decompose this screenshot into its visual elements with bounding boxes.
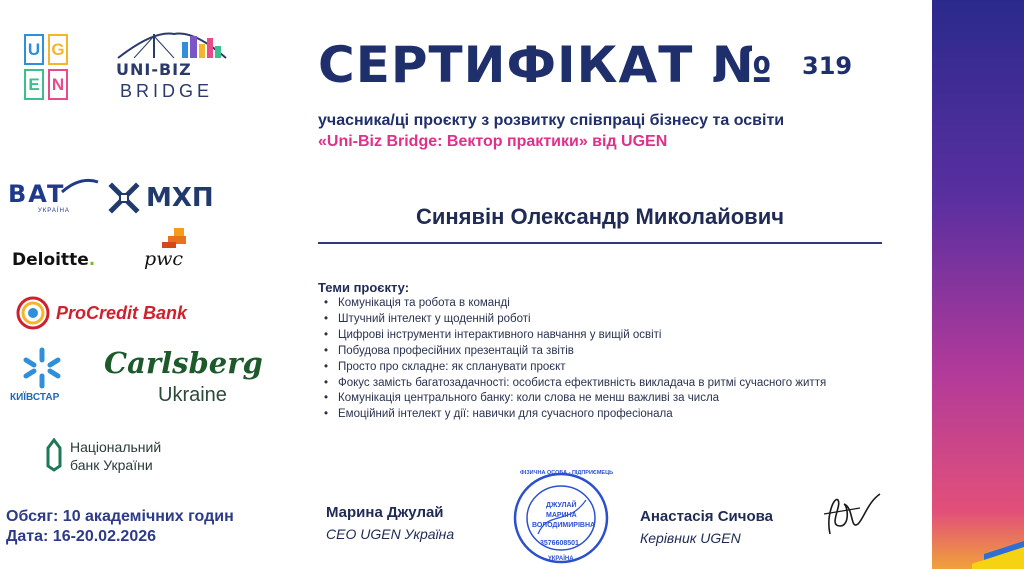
- topic-item: • Емоційний інтелект у дії: навички для сучасного професіонала: [318, 407, 826, 423]
- recipient-name: Синявін Олександр Миколайович: [415, 204, 785, 229]
- stamp-center-line1: ДЖУЛАЙ: [546, 502, 577, 509]
- nbu-logo-word: [70, 438, 161, 474]
- procredit-circle-icon: [16, 296, 50, 330]
- bat-swoosh-icon: [60, 178, 100, 198]
- official-stamp: [508, 470, 614, 566]
- nbu-logo-line2: банк України: [70, 457, 153, 473]
- pwc-logo: [144, 228, 200, 272]
- ugen-logo-blank: [72, 69, 92, 100]
- kyivstar-logo-word: КИЇВСТАР: [10, 392, 60, 403]
- signer2-role: Керівник UGEN: [640, 530, 741, 546]
- certificate-number: 319: [802, 52, 853, 80]
- ugen-logo-letter-u: U: [24, 34, 44, 65]
- mhp-logo: [108, 180, 230, 216]
- certificate-title: СЕРТИФІКАТ №: [318, 36, 773, 94]
- kyivstar-logo: [10, 346, 72, 408]
- topic-item: • Штучний інтелект у щоденній роботі: [318, 312, 826, 328]
- signer1-name: Марина Джулай: [326, 504, 444, 521]
- pwc-blocks-icon: [144, 228, 200, 250]
- bat-logo-word: BAT: [8, 180, 66, 208]
- ugen-logo-blank: [72, 34, 92, 65]
- signer1-role: CEO UGEN Україна: [326, 526, 455, 542]
- signer2-name: Анастасія Сичова: [640, 508, 773, 525]
- bat-logo-sub: УКРАЇНА: [38, 208, 70, 214]
- ugen-logo-letter-n: N: [48, 69, 68, 100]
- topic-item: • Просто про складне: як спланувати проєкт: [318, 360, 826, 376]
- nbu-logo-line1: Національний: [70, 439, 162, 455]
- stamp-center-line3: ВОЛОДИМИРІВНА: [532, 522, 596, 529]
- topics-list: [318, 296, 826, 423]
- kyivstar-star-icon: [20, 346, 64, 390]
- nbu-logo: [44, 438, 184, 474]
- recipient-underline: [318, 242, 882, 244]
- topic-item: • Цифрові інструменти інтерактивного навчання у вищій освіті: [318, 328, 826, 344]
- deloitte-logo-dot: .: [88, 250, 96, 270]
- ugen-logo-letter-e: E: [24, 69, 44, 100]
- windmill-icon: [108, 182, 140, 214]
- procredit-logo-word: ProCredit Bank: [56, 302, 188, 323]
- ugen-logo-letter-g: G: [48, 34, 68, 65]
- topic-item: • Комунікація та робота в команді: [318, 296, 826, 312]
- carlsberg-logo: [104, 346, 263, 410]
- course-hours: Обсяг: 10 академічних годин: [6, 508, 234, 525]
- project-name: «Uni-Biz Bridge: Вектор практики» від UGEN: [318, 133, 668, 150]
- topics-heading: Теми проєкту:: [318, 280, 410, 295]
- carlsberg-logo-sub: Ukraine: [158, 384, 227, 406]
- handwritten-signature-icon: [820, 486, 884, 540]
- topic-item: • Комунікація центрального банку: коли слова не менш важливі за числа: [318, 391, 826, 407]
- course-dates: Дата: 16-20.02.2026: [6, 528, 157, 545]
- carlsberg-logo-word: Carlsberg: [104, 346, 263, 380]
- pwc-logo-word: pwc: [144, 248, 184, 270]
- bridge-logo-line2: BRIDGE: [120, 81, 214, 101]
- stamp-ring-text: ФІЗИЧНА ОСОБА - ПІДПРИЄМЕЦЬ: [520, 470, 614, 476]
- procredit-logo: [16, 296, 187, 330]
- bridge-logo-line1: UNI-BIZ: [116, 60, 192, 79]
- decorative-gradient-stripe: [932, 0, 1024, 569]
- stamp-center-line2: МАРИНА: [546, 512, 577, 519]
- deloitte-logo: [12, 250, 95, 270]
- certificate-subtitle: учасника/ці проєкту з розвитку співпраці бізнесу та освіти: [318, 112, 785, 129]
- mhp-logo-word: МХП: [146, 183, 214, 213]
- bridge-skyline-icon: [114, 28, 230, 62]
- uni-biz-bridge-logo: [114, 28, 230, 102]
- topic-item: • Побудова професійних презентацій та звітів: [318, 344, 826, 360]
- nbu-emblem-icon: [44, 438, 64, 472]
- stamp-code: 3576608501: [540, 540, 579, 547]
- deloitte-logo-word: Deloitte: [12, 250, 89, 270]
- stamp-bottom-text: УКРАЇНА: [548, 556, 574, 562]
- ugen-logo: [24, 34, 92, 100]
- bat-logo: [8, 180, 100, 216]
- topic-item: • Фокус замість багатозадачності: особиста ефективність викладача в ритмі сучасного життя: [318, 376, 826, 392]
